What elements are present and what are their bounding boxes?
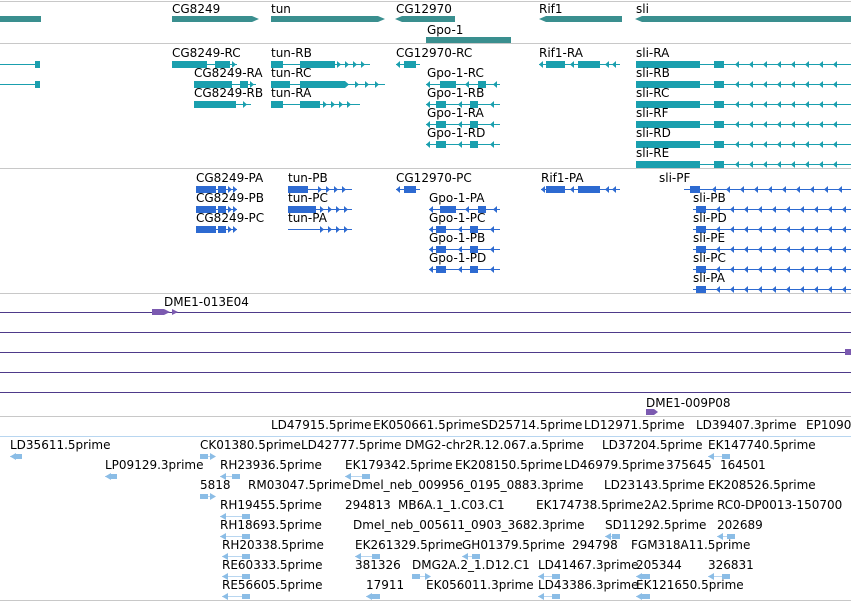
protein-gpo-pd-exon: [470, 266, 478, 273]
est-label[interactable]: EP1090: [806, 418, 851, 432]
est-label[interactable]: LP09129.3prime: [105, 458, 204, 472]
protein-label[interactable]: CG12970-PC: [396, 171, 472, 185]
transcript-label[interactable]: Gpo-1-RB: [427, 86, 485, 100]
protein-sli-strand-arrow: [730, 226, 734, 233]
est-glyph: [242, 594, 250, 599]
est-label[interactable]: 381326: [355, 558, 401, 572]
transcript-tun-rc-strand-arrow: [345, 81, 349, 88]
transcript-rif1-ra-strand-arrow: [612, 61, 616, 68]
gene-glyph: [0, 16, 41, 22]
est-arrow: [210, 493, 216, 500]
clone-glyph: [152, 309, 164, 315]
est-label[interactable]: Dmel_neb_005611_0903_3682.3prime: [353, 518, 585, 532]
transcript-sli-strand-arrow: [735, 161, 739, 168]
transcript-sli-strand-arrow: [805, 141, 809, 148]
protein-label[interactable]: sli-PE: [693, 231, 726, 245]
gene-glyph: [642, 16, 851, 22]
protein-sli-pf-strand-arrow: [754, 186, 758, 193]
transcript-label[interactable]: sli-RD: [636, 126, 671, 140]
est-arrow: [222, 593, 228, 600]
est-glyph: [642, 594, 650, 599]
protein-gpo-pd-strand-arrow: [490, 266, 494, 273]
transcript-gpo-rb-strand-arrow: [490, 101, 494, 108]
est-glyph: [412, 574, 420, 579]
protein-gpo-pc-strand-arrow: [490, 226, 494, 233]
transcript-sli-strand-arrow: [749, 121, 753, 128]
protein-sli-strand-arrow: [842, 226, 846, 233]
transcript-label[interactable]: tun-RC: [271, 66, 312, 80]
transcript-sli-strand-arrow: [749, 141, 753, 148]
protein-sli-strand-arrow: [828, 206, 832, 213]
est-label[interactable]: DMG2A.2_1.D12.C1: [412, 558, 530, 572]
gene-label[interactable]: Rif1: [539, 2, 563, 16]
protein-sli-strand-arrow: [828, 286, 832, 293]
transcript-sli-strand-arrow: [777, 101, 781, 108]
protein-cg12970-pc-strand-arrow: [396, 186, 400, 193]
protein-sli-pf-strand-arrow: [782, 186, 786, 193]
protein-sli-pf-strand-arrow: [838, 186, 842, 193]
est-label[interactable]: 375645: [666, 458, 712, 472]
transcript-label[interactable]: tun-RB: [271, 46, 312, 60]
transcript-tun-ra-exon: [300, 101, 320, 108]
protein-sli-strand-arrow: [800, 286, 804, 293]
protein-rif1-pa-strand-arrow: [541, 186, 545, 193]
gene-glyph: [271, 16, 378, 22]
protein-sli-exon: [696, 286, 706, 293]
est-arrow: [210, 453, 216, 460]
protein-sli-strand-arrow: [800, 266, 804, 273]
protein-sli-strand-arrow: [772, 286, 776, 293]
transcript-sli-strand-arrow: [777, 141, 781, 148]
transcript-tun-rb-strand-arrow: [337, 61, 341, 68]
transcript-tun-ra-strand-arrow: [331, 101, 335, 108]
protein-tun-pc-strand-arrow: [344, 206, 348, 213]
transcript-rif1-ra-strand-arrow: [570, 61, 574, 68]
transcript-sli-strand-arrow: [735, 81, 739, 88]
transcript-sli-strand-arrow: [805, 121, 809, 128]
est-label[interactable]: SD25714.5prime: [481, 418, 583, 432]
transcript-label[interactable]: CG8249-RC: [172, 46, 241, 60]
protein-sli-strand-arrow: [800, 206, 804, 213]
transcript-sli-strand-arrow: [749, 101, 753, 108]
transcript-label[interactable]: CG8249-RA: [194, 66, 263, 80]
est-label[interactable]: Dmel_neb_009956_0195_0883.3prime: [352, 478, 584, 492]
est-label[interactable]: LD39407.3prime: [696, 418, 797, 432]
est-label[interactable]: EK179342.5prime: [345, 458, 453, 472]
transcript-gpo-rd-strand-arrow: [458, 141, 462, 148]
transcript-sli-strand-arrow: [735, 61, 739, 68]
transcript-sli-strand-arrow: [777, 61, 781, 68]
transcript-sli-strand-arrow: [735, 121, 739, 128]
transcript-sli-strand-arrow: [791, 81, 795, 88]
transcript-cg12970-rc-exon: [404, 61, 416, 68]
clone-glyph-arrow: [164, 309, 170, 315]
est-label[interactable]: 164501: [720, 458, 766, 472]
transcript-label[interactable]: CG8249-RB: [194, 86, 264, 100]
transcript-sli-strand-arrow: [763, 141, 767, 148]
transcript-gpo-rd-strand-arrow: [426, 141, 430, 148]
transcript-sli-strand-arrow: [735, 101, 739, 108]
transcript-sli-strand-arrow: [791, 161, 795, 168]
transcript-rif1-ra-exon: [546, 61, 565, 68]
est-arrow: [366, 593, 372, 600]
est-label[interactable]: 2A2.5prime: [644, 498, 714, 512]
transcript-sli-strand-arrow: [763, 61, 767, 68]
est-label[interactable]: LD43386.3prime: [538, 578, 639, 592]
clone-label[interactable]: DME1-009P08: [646, 396, 731, 410]
protein-sli-strand-arrow: [786, 266, 790, 273]
protein-sli-strand-arrow: [786, 206, 790, 213]
protein-sli-strand-arrow: [758, 246, 762, 253]
protein-label[interactable]: tun-PA: [288, 211, 327, 225]
transcript-sli-strand-arrow: [819, 161, 823, 168]
protein-sli-strand-arrow: [730, 286, 734, 293]
transcript-tun-ra-exon: [271, 101, 283, 108]
est-label[interactable]: 326831: [708, 558, 754, 572]
transcript-sli-strand-arrow: [777, 161, 781, 168]
transcript-sli-exon: [714, 101, 724, 108]
gene-glyph-arrow: [635, 16, 642, 22]
transcript-sli-exon: [714, 121, 724, 128]
est-label[interactable]: LD12971.5prime: [584, 418, 685, 432]
est-label[interactable]: 202689: [717, 518, 763, 532]
protein-sli-strand-arrow: [758, 286, 762, 293]
protein-sli-strand-arrow: [800, 246, 804, 253]
protein-sli-strand-arrow: [730, 206, 734, 213]
protein-label[interactable]: CG8249-PA: [196, 171, 264, 185]
transcript-sli-strand-arrow: [805, 61, 809, 68]
protein-rif1-pa-strand-arrow: [570, 186, 574, 193]
protein-tun-pa-strand-arrow: [336, 226, 340, 233]
est-label[interactable]: LD35611.5prime: [10, 438, 111, 452]
transcript-sli-exon: [714, 61, 724, 68]
protein-gpo-pd-strand-arrow: [458, 266, 462, 273]
gene-label[interactable]: tun: [271, 2, 291, 16]
transcript-tun-rb-strand-arrow: [361, 61, 365, 68]
est-label[interactable]: RE60333.5prime: [222, 558, 323, 572]
protein-sli-strand-arrow: [758, 206, 762, 213]
est-label[interactable]: EK147740.5prime: [708, 438, 816, 452]
transcript-label[interactable]: sli-RA: [636, 46, 670, 60]
transcript-rc-left-exon: [35, 81, 40, 88]
gene-label[interactable]: sli: [636, 2, 649, 16]
est-label[interactable]: SD11292.5prime: [605, 518, 707, 532]
protein-tun-pb-strand-arrow: [334, 186, 338, 193]
est-label[interactable]: EK261329.5prime: [355, 538, 463, 552]
transcript-sli-strand-arrow: [735, 141, 739, 148]
est-label[interactable]: LD41467.3prime: [538, 558, 639, 572]
est-label[interactable]: LD37204.5prime: [602, 438, 703, 452]
protein-label[interactable]: Gpo-1-PD: [429, 251, 487, 265]
protein-sli-strand-arrow: [786, 286, 790, 293]
protein-tun-pa-strand-arrow: [320, 226, 324, 233]
est-label[interactable]: MB6A.1_1.C03.C1: [398, 498, 505, 512]
est-label[interactable]: RE56605.5prime: [222, 578, 323, 592]
transcript-sli-exon: [714, 141, 724, 148]
gene-glyph-arrow: [395, 16, 402, 22]
protein-label[interactable]: Rif1-PA: [541, 171, 584, 185]
clone-glyph: [845, 349, 851, 355]
est-label[interactable]: RM03047.5prime: [248, 478, 352, 492]
protein-tun-pa-strand-arrow: [328, 226, 332, 233]
transcript-label[interactable]: sli-RF: [636, 106, 669, 120]
clone-glyph-arrow: [172, 309, 178, 315]
protein-label[interactable]: sli-PA: [693, 271, 725, 285]
protein-label[interactable]: Gpo-1-PC: [429, 211, 486, 225]
protein-rif1-pa-strand-arrow: [612, 186, 616, 193]
gene-glyph: [172, 16, 252, 22]
transcript-label[interactable]: sli-RE: [636, 146, 670, 160]
protein-sli-pf-strand-arrow: [740, 186, 744, 193]
est-glyph: [232, 474, 240, 479]
gene-glyph-arrow: [539, 16, 546, 22]
transcript-cg8249-rb-exon: [194, 101, 236, 108]
transcript-sli-strand-arrow: [833, 81, 837, 88]
protein-sli-strand-arrow: [828, 246, 832, 253]
est-label[interactable]: GH01379.5prime: [462, 538, 565, 552]
protein-sli-strand-arrow: [744, 206, 748, 213]
protein-sli-strand-arrow: [772, 226, 776, 233]
protein-label[interactable]: CG8249-PB: [196, 191, 265, 205]
protein-sli-strand-arrow: [814, 246, 818, 253]
transcript-sli-strand-arrow: [833, 121, 837, 128]
est-label[interactable]: RC0-DP0013-150700: [717, 498, 843, 512]
protein-sli-strand-arrow: [744, 286, 748, 293]
transcript-label[interactable]: sli-RC: [636, 86, 670, 100]
est-arrow: [636, 593, 642, 600]
transcript-label[interactable]: Rif1-RA: [539, 46, 583, 60]
protein-sli-strand-arrow: [744, 226, 748, 233]
transcript-gpo-rd-strand-arrow: [490, 141, 494, 148]
protein-rif1-pa-strand-arrow: [605, 186, 609, 193]
transcript-sli-strand-arrow: [833, 61, 837, 68]
transcript-sli-strand-arrow: [777, 121, 781, 128]
protein-tun-pc-strand-arrow: [336, 206, 340, 213]
protein-sli-strand-arrow: [772, 266, 776, 273]
protein-sli-strand-arrow: [772, 206, 776, 213]
protein-sli-strand-arrow: [800, 226, 804, 233]
protein-cg12970-pc-exon: [404, 186, 416, 193]
clone-label[interactable]: DME1-013E04: [164, 295, 249, 309]
est-label[interactable]: 17911: [366, 578, 405, 592]
protein-label[interactable]: sli-PC: [693, 251, 726, 265]
transcript-sli-exon: [714, 81, 724, 88]
transcript-sli-strand-arrow: [763, 101, 767, 108]
protein-gpo-pa-strand-arrow: [493, 206, 497, 213]
transcript-gpo-rd-exon: [470, 141, 478, 148]
protein-sli-strand-arrow: [716, 286, 720, 293]
est-label[interactable]: RH19455.5prime: [220, 498, 322, 512]
est-label[interactable]: EK050661.5prime: [373, 418, 481, 432]
protein-cg8249-pc-exon: [218, 226, 226, 233]
est-label[interactable]: 205344: [636, 558, 682, 572]
protein-sli-strand-arrow: [772, 246, 776, 253]
est-label[interactable]: RH18693.5prime: [220, 518, 322, 532]
protein-sli-strand-arrow: [730, 246, 734, 253]
protein-label[interactable]: sli-PD: [693, 211, 727, 225]
gene-glyph: [546, 16, 622, 22]
transcript-sli-strand-arrow: [791, 101, 795, 108]
protein-rif1-pa-exon: [578, 186, 600, 193]
transcript-sli-strand-arrow: [749, 81, 753, 88]
gene-glyph-arrow: [378, 16, 385, 22]
est-arrow: [538, 593, 544, 600]
protein-sli-strand-arrow: [842, 206, 846, 213]
est-glyph: [109, 474, 117, 479]
est-label[interactable]: EK056011.3prime: [426, 578, 534, 592]
protein-cg8249-pc-strand-arrow: [228, 226, 232, 233]
gene-label[interactable]: CG8249: [172, 2, 221, 16]
protein-label[interactable]: Gpo-1-PA: [429, 191, 485, 205]
protein-sli-pf-strand-arrow: [796, 186, 800, 193]
transcript-rif1-ra-strand-arrow: [605, 61, 609, 68]
transcript-rif1-ra-strand-arrow: [539, 61, 543, 68]
transcript-sli-strand-arrow: [749, 161, 753, 168]
est-label[interactable]: 294798: [572, 538, 618, 552]
transcript-sli-strand-arrow: [805, 161, 809, 168]
est-label[interactable]: LD47915.5prime: [271, 418, 372, 432]
transcript-tun-rb-strand-arrow: [353, 61, 357, 68]
gene-glyph-arrow: [252, 16, 259, 22]
protein-sli-strand-arrow: [842, 266, 846, 273]
protein-tun-pa-strand-arrow: [344, 226, 348, 233]
transcript-sli-strand-arrow: [833, 141, 837, 148]
protein-cg8249-pc-exon: [196, 226, 216, 233]
transcript-sli-strand-arrow: [819, 121, 823, 128]
transcript-tun-rc-strand-arrow: [365, 81, 369, 88]
transcript-label[interactable]: Gpo-1-RA: [427, 106, 484, 120]
transcript-tun-rc-strand-arrow: [375, 81, 379, 88]
protein-sli-strand-arrow: [814, 286, 818, 293]
protein-sli-pf-strand-arrow: [824, 186, 828, 193]
transcript-gpo-rd-exon: [436, 141, 446, 148]
transcript-sli-strand-arrow: [791, 61, 795, 68]
transcript-sli-strand-arrow: [791, 121, 795, 128]
est-label[interactable]: 294813: [345, 498, 391, 512]
protein-label[interactable]: sli-PB: [693, 191, 726, 205]
est-label[interactable]: 5818: [200, 478, 231, 492]
transcript-sli-strand-arrow: [805, 81, 809, 88]
transcript-tun-ra-strand-arrow: [347, 101, 351, 108]
est-glyph: [200, 494, 208, 499]
est-label[interactable]: LD42777.5prime: [301, 438, 402, 452]
protein-gpo-pb-strand-arrow: [490, 246, 494, 253]
protein-sli-strand-arrow: [744, 266, 748, 273]
transcript-sli-strand-arrow: [819, 101, 823, 108]
protein-sli-strand-arrow: [814, 226, 818, 233]
protein-sli-strand-arrow: [842, 246, 846, 253]
transcript-label[interactable]: CG12970-RC: [396, 46, 473, 60]
est-label[interactable]: EK121650.5prime: [636, 578, 744, 592]
protein-label[interactable]: CG8249-PC: [196, 211, 265, 225]
transcript-tun-rb-strand-arrow: [345, 61, 349, 68]
transcript-label[interactable]: tun-RA: [271, 86, 312, 100]
transcript-cg8249-rb-strand-arrow: [243, 101, 247, 108]
protein-sli-strand-arrow: [828, 266, 832, 273]
transcript-sli-strand-arrow: [805, 101, 809, 108]
gene-label[interactable]: CG12970: [396, 2, 452, 16]
gene-glyph: [426, 37, 511, 43]
transcript-tun-rc-strand-arrow: [355, 81, 359, 88]
protein-sli-strand-arrow: [786, 226, 790, 233]
transcript-sli-strand-arrow: [763, 121, 767, 128]
transcript-sli-strand-arrow: [819, 81, 823, 88]
est-glyph: [372, 594, 380, 599]
protein-gpo-pd-exon: [436, 266, 446, 273]
transcript-cg12970-rc-strand-arrow: [396, 61, 400, 68]
transcript-gpo-rc-strand-arrow: [493, 81, 497, 88]
protein-sli-strand-arrow: [814, 266, 818, 273]
transcript-tun-ra-strand-arrow: [339, 101, 343, 108]
est-label[interactable]: CK01380.5prime: [200, 438, 301, 452]
protein-sli-strand-arrow: [744, 246, 748, 253]
protein-sli-strand-arrow: [758, 226, 762, 233]
est-label[interactable]: EK208150.5prime: [455, 458, 563, 472]
transcript-sli-strand-arrow: [833, 161, 837, 168]
protein-sli-strand-arrow: [814, 206, 818, 213]
protein-rif1-pa-exon: [546, 186, 565, 193]
protein-tun-pb-strand-arrow: [342, 186, 346, 193]
protein-sli-strand-arrow: [842, 286, 846, 293]
transcript-sli-strand-arrow: [777, 81, 781, 88]
transcript-sli-strand-arrow: [791, 141, 795, 148]
transcript-sli-strand-arrow: [763, 81, 767, 88]
gene-label[interactable]: Gpo-1: [427, 23, 464, 37]
transcript-rc-left-exon: [35, 61, 40, 68]
est-label[interactable]: LD23143.5prime: [604, 478, 705, 492]
est-label[interactable]: LD46979.5prime: [564, 458, 665, 472]
transcript-label[interactable]: Gpo-1-RC: [427, 66, 484, 80]
transcript-sli-strand-arrow: [819, 61, 823, 68]
protein-label[interactable]: tun-PC: [288, 191, 328, 205]
protein-label[interactable]: sli-PF: [659, 171, 691, 185]
protein-sli-pf-strand-arrow: [726, 186, 730, 193]
transcript-sli-strand-arrow: [833, 101, 837, 108]
protein-tun-pc-strand-arrow: [328, 206, 332, 213]
protein-sli-strand-arrow: [730, 266, 734, 273]
protein-sli-strand-arrow: [828, 226, 832, 233]
protein-sli-pf-strand-arrow: [810, 186, 814, 193]
protein-sli-strand-arrow: [786, 246, 790, 253]
est-glyph: [14, 454, 22, 459]
est-label[interactable]: EK208526.5prime: [708, 478, 816, 492]
transcript-gpo-ra-strand-arrow: [490, 121, 494, 128]
est-label[interactable]: EK174738.5prime: [536, 498, 644, 512]
protein-sli-pf-strand-arrow: [768, 186, 772, 193]
protein-sli-strand-arrow: [758, 266, 762, 273]
transcript-sli-strand-arrow: [749, 61, 753, 68]
est-label[interactable]: FGM318A11.5prime: [631, 538, 751, 552]
est-glyph: [552, 594, 560, 599]
transcript-label[interactable]: Gpo-1-RD: [427, 126, 486, 140]
protein-gpo-pd-strand-arrow: [429, 266, 433, 273]
transcript-sli-strand-arrow: [763, 161, 767, 168]
est-label[interactable]: DMG2-chr2R.12.067.a.5prime: [405, 438, 584, 452]
protein-cg8249-pc-strand-arrow: [233, 226, 237, 233]
transcript-sli-exon: [636, 161, 700, 168]
transcript-sli-strand-arrow: [819, 141, 823, 148]
transcript-rif1-ra-exon: [578, 61, 600, 68]
gene-glyph: [402, 16, 455, 22]
est-label[interactable]: RH20338.5prime: [222, 538, 324, 552]
transcript-label[interactable]: sli-RB: [636, 66, 670, 80]
protein-label[interactable]: Gpo-1-PB: [429, 231, 486, 245]
protein-label[interactable]: tun-PB: [288, 171, 328, 185]
transcript-sli-exon: [714, 161, 724, 168]
est-label[interactable]: RH23936.5prime: [220, 458, 322, 472]
transcript-tun-ra-strand-arrow: [323, 101, 327, 108]
